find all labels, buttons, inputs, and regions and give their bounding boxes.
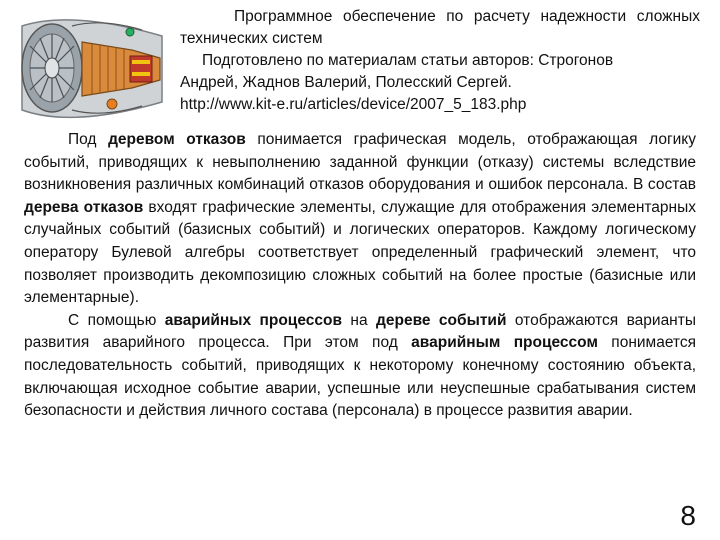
term-emergency-process: аварийным процессом	[411, 334, 598, 352]
text-span: Под	[68, 131, 109, 148]
source-url[interactable]: http://www.kit-e.ru/articles/device/2007_5_183.php	[180, 96, 527, 113]
text-span: С помощью	[68, 311, 165, 329]
term-fault-tree: деревом отказов	[108, 131, 246, 148]
document-title: Программное обеспечение по расчету надежности сложных технических систем	[180, 8, 700, 47]
term-emergency-processes: аварийных процессов	[164, 311, 342, 329]
source-line-2: Андрей, Жаднов Валерий, Полесский Сергей.	[180, 74, 512, 91]
text-span: отображаются варианты развития аварийного процесса. При этом под	[24, 311, 696, 352]
body-text	[24, 129, 696, 423]
paragraph-fault-tree	[24, 129, 696, 310]
text-span: на	[342, 311, 377, 329]
term-event-tree: дереве событий	[376, 311, 507, 329]
term-fault-tree-2: дерева отказов	[24, 198, 144, 216]
turbofan-engine-illustration	[12, 6, 172, 130]
paragraph-emergency-processes	[24, 310, 696, 423]
page-number: 8	[680, 500, 696, 531]
text-span: понимается последовательность событий, приводящих к некоторому конечному состоянию объекта, включающая исходное событие аварии, успешные или неуспешные срабатывания систем безопасности и действия личного состава (персонала) в процессе развития аварии.	[24, 334, 696, 420]
turbofan-engine-icon	[12, 6, 172, 130]
header	[180, 6, 700, 116]
text-span: понимается графическая модель, отображающая логику событий, приводящих к невыполнению заданной функции (отказу) системы вследствие возникновения различных комбинаций отказов оборудования и ошибок персонала. В состав	[24, 131, 697, 194]
source-line-1: Подготовлено по материалам статьи авторов: Строгонов	[202, 52, 614, 69]
text-span: входят графические элементы, служащие для отображения элементарных случайных событий (базисных событий) и логических операторов. Каждому логическому оператору Булевой алгебры соответствует определенный графический элемент, что позволяет производить декомпозицию сложных событий на более простые (базисные или элементарные).	[24, 198, 696, 307]
